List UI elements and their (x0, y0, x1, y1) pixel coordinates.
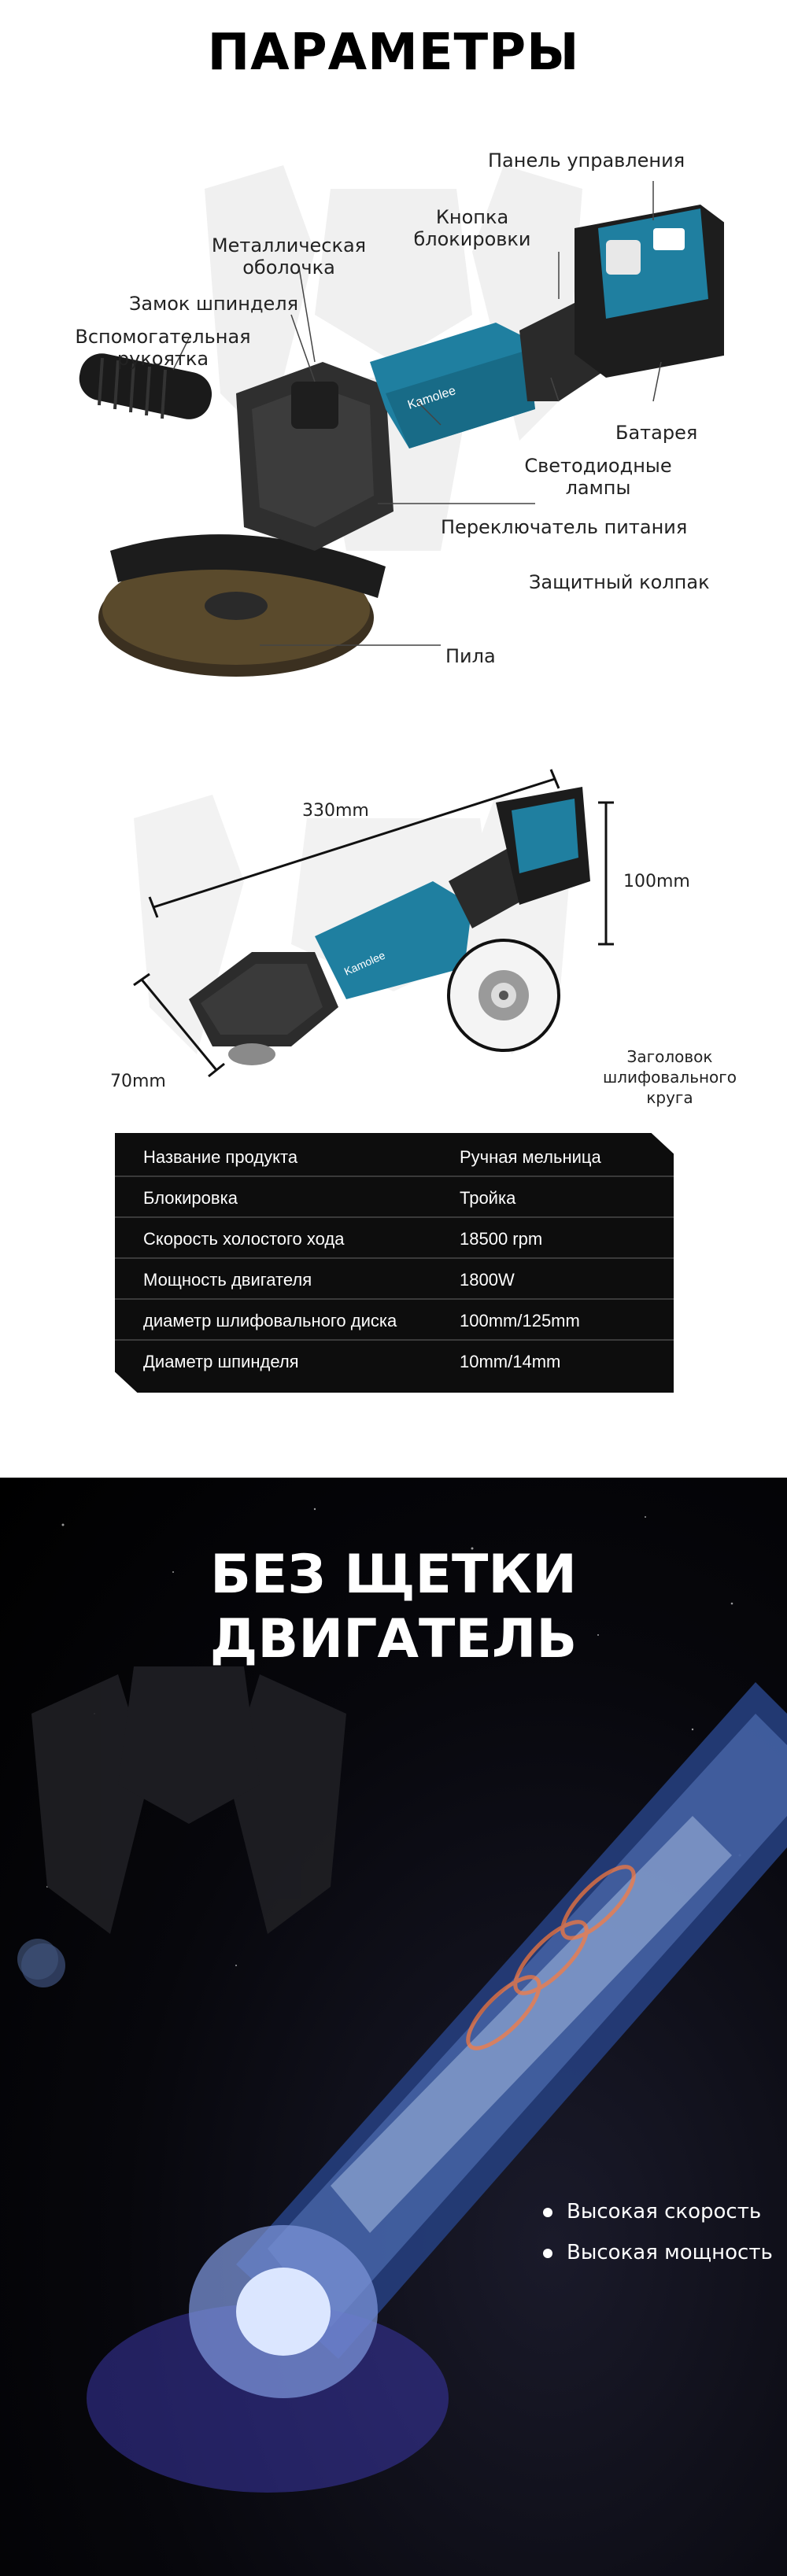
spec-divider (115, 1298, 674, 1300)
brand-label: Kamolee (405, 384, 458, 412)
bullet-dot-icon (543, 2249, 552, 2258)
spec-row (115, 1344, 674, 1380)
motor-title-line2: ДВИГАТЕЛЬ (209, 1608, 578, 1670)
spec-key: Блокировка (143, 1188, 238, 1208)
label-control-panel: Панель управления (488, 149, 685, 172)
spec-row (115, 1180, 674, 1216)
spec-table (115, 1133, 674, 1393)
spec-key: Мощность двигателя (143, 1270, 312, 1290)
label-lock-button: Кнопка блокировки (413, 206, 531, 250)
brushless-motor-section (0, 1478, 787, 2576)
spec-row (115, 1303, 674, 1339)
parameters-section (0, 0, 787, 708)
motor-title-line1: БЕЗ ЩЕТКИ (210, 1544, 577, 1606)
spec-key: диаметр шлифовального диска (143, 1311, 397, 1330)
label-led-lamps: Светодиодные лампы (524, 455, 672, 499)
bullet-high-power (543, 2241, 773, 2264)
label-metal-shell: Металлическая оболочка (211, 234, 367, 279)
label-spindle-lock: Замок шпинделя (129, 293, 299, 315)
brand-label-2: Kamolee (342, 948, 387, 978)
spec-value: Ручная мельница (460, 1147, 601, 1167)
label-aux-handle: Вспомогательная рукоятка (75, 326, 251, 370)
spec-divider (115, 1257, 674, 1259)
label-saw: Пила (445, 645, 496, 667)
width-label: 70mm (110, 1072, 166, 1091)
parameters-title: ПАРАМЕТРЫ (207, 24, 580, 82)
spec-row (115, 1139, 674, 1175)
spec-value: Тройка (460, 1188, 516, 1208)
label-battery: Батарея (615, 422, 698, 444)
grinding-head-label: Заголовок шлифовального круга (602, 1047, 737, 1107)
bullet-high-speed (543, 2200, 761, 2224)
bullet-text: Высокая скорость (567, 2200, 762, 2224)
label-guard: Защитный колпак (529, 571, 710, 593)
bullet-text: Высокая мощность (567, 2241, 773, 2264)
spec-key: Диаметр шпинделя (143, 1352, 299, 1371)
spec-key: Название продукта (143, 1147, 298, 1167)
length-label: 330mm (302, 801, 369, 821)
spec-value: 10mm/14mm (460, 1352, 561, 1371)
label-power-switch: Переключатель питания (441, 516, 688, 538)
spec-key: Скорость холостого хода (143, 1229, 345, 1249)
height-label: 100mm (623, 872, 690, 891)
bullet-dot-icon (543, 2208, 552, 2217)
spec-value: 1800W (460, 1270, 515, 1290)
spec-divider (115, 1175, 674, 1177)
spec-value: 100mm/125mm (460, 1311, 580, 1330)
spec-row (115, 1262, 674, 1298)
spec-row (115, 1221, 674, 1257)
spec-divider (115, 1339, 674, 1341)
spec-value: 18500 rpm (460, 1229, 543, 1249)
spec-divider (115, 1216, 674, 1218)
